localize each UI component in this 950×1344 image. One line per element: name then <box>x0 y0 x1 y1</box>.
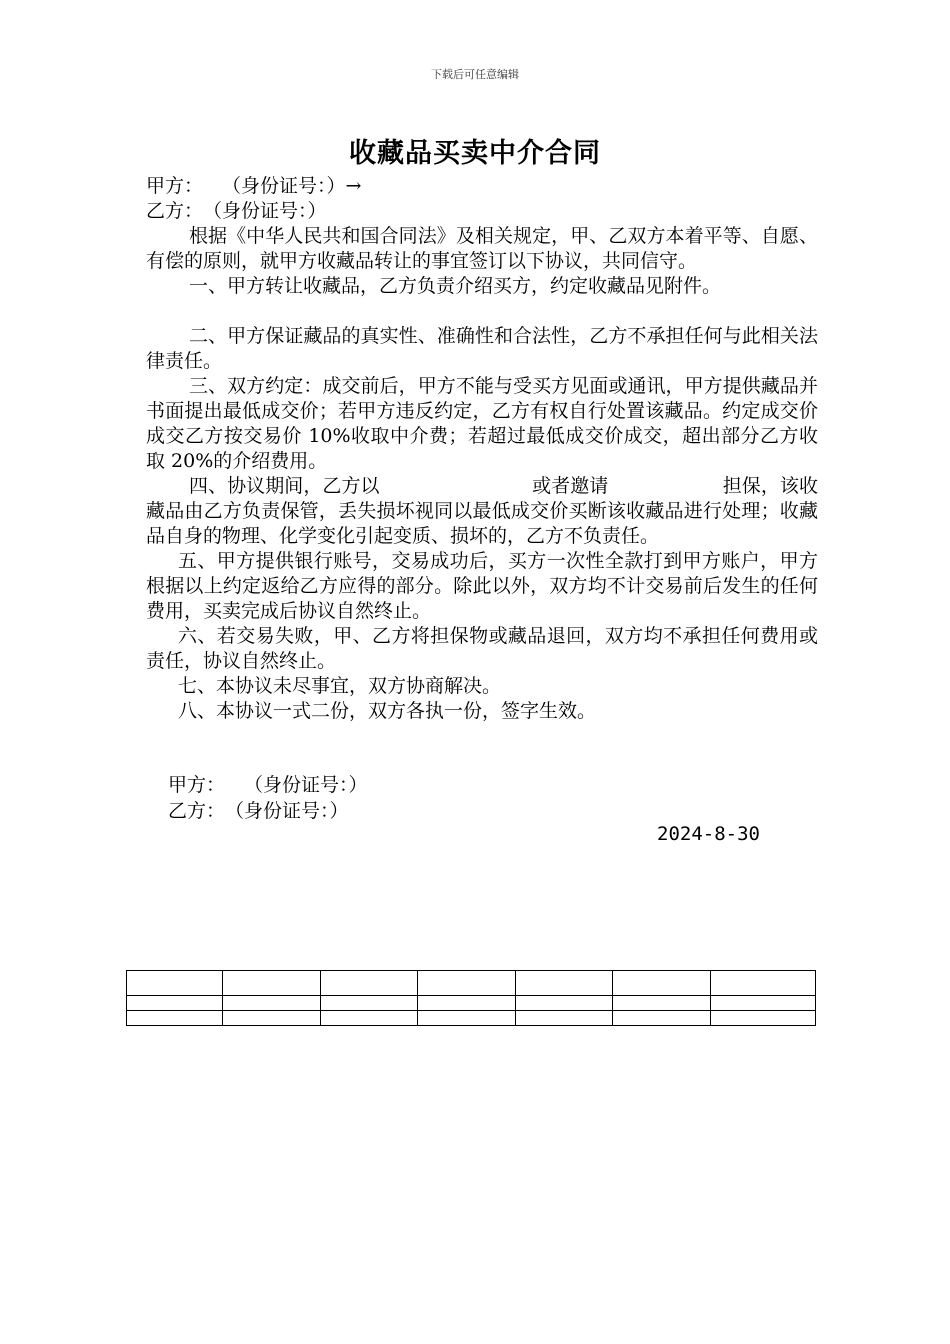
document-title: 收藏品买卖中介合同 <box>349 138 601 169</box>
clause-6: 六、若交易失败，甲、乙方将担保物或藏品退回，双方均不承担任何费用或责任，协议自然终止。 <box>146 625 818 672</box>
signature-block <box>168 772 368 824</box>
party-b-line: 乙方： （身份证号：） <box>146 200 327 222</box>
contract-date: 2024-8-30 <box>657 823 760 845</box>
table-cell <box>710 996 815 1011</box>
clause-4: 四、协议期间，乙方以 或者邀请 担保，该收藏品由乙方负责保管，丢失损坏视同以最低成交价买断该收藏品进行处理；收藏品自身的物理、化学变化引起变质、损坏的，乙方不负责任。 <box>146 475 818 547</box>
table-cell <box>418 1011 515 1026</box>
preamble-paragraph: 根据《中华人民共和国合同法》及相关规定，甲、乙双方本着平等、自愿、有偿的原则，就甲方收藏品转让的事宜签订以下协议，共同信守。 <box>146 225 818 272</box>
table-cell <box>710 1011 815 1026</box>
clause-2: 二、甲方保证藏品的真实性、准确性和合法性，乙方不承担任何与此相关法律责任。 <box>146 325 818 372</box>
clause-1: 一、甲方转让收藏品，乙方负责介绍买方，约定收藏品见附件。 <box>189 275 722 297</box>
table-cell <box>127 996 223 1011</box>
table-cell <box>320 1011 417 1026</box>
blank-line <box>146 299 818 324</box>
table-cell <box>223 1011 320 1026</box>
table-cell <box>515 971 612 996</box>
table-cell <box>127 1011 223 1026</box>
clause-3: 三、双方约定：成交前后，甲方不能与受买方见面或通讯，甲方提供藏品并书面提出最低成交价；若甲方违反约定，乙方有权自行处置该藏品。约定成交价成交乙方按交易价 10%收取中介费；若超过最低成交价成交，超出部分乙方收取 20%的介绍费用。 <box>146 375 818 472</box>
table-cell <box>710 971 815 996</box>
table-cell <box>515 1011 612 1026</box>
blank-table <box>126 970 816 1026</box>
party-a-line: 甲方： （身份证号：）→ <box>146 175 362 197</box>
clause-5: 五、甲方提供银行账号，交易成功后，买方一次性全款打到甲方账户，甲方根据以上约定返给乙方应得的部分。除此以外，双方均不计交易前后发生的任何费用，买卖完成后协议自然终止。 <box>146 550 818 622</box>
table-row <box>127 1011 816 1026</box>
header-note: 下载后可任意编辑 <box>431 68 519 81</box>
table-row <box>127 996 816 1011</box>
table-cell <box>320 996 417 1011</box>
table-cell <box>418 996 515 1011</box>
signature-party-a: 甲方： （身份证号：） <box>168 774 368 796</box>
table-cell <box>613 971 710 996</box>
table-cell <box>127 971 223 996</box>
clause-7: 七、本协议未尽事宜，双方协商解决。 <box>178 675 502 697</box>
table-cell <box>515 996 612 1011</box>
table-cell <box>320 971 417 996</box>
table-cell <box>613 1011 710 1026</box>
table-row <box>127 971 816 996</box>
contract-body <box>146 174 818 724</box>
clause-8: 八、本协议一式二份，双方各执一份，签字生效。 <box>178 700 597 722</box>
table-cell <box>223 996 320 1011</box>
table-cell <box>418 971 515 996</box>
signature-party-b: 乙方： （身份证号：） <box>168 800 349 822</box>
table-cell <box>223 971 320 996</box>
table-cell <box>613 996 710 1011</box>
